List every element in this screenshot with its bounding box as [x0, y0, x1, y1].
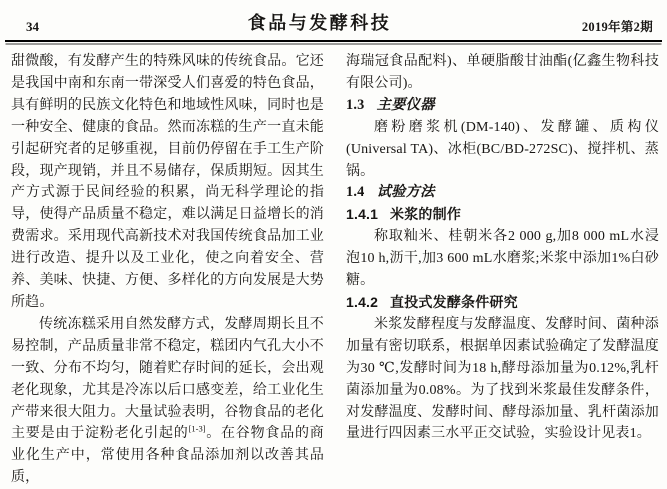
text-columns: [0, 42, 667, 489]
section-heading-1-4-2: [346, 292, 659, 314]
citation-ref: [1-3]: [188, 423, 206, 434]
section-title: 米浆的制作: [390, 206, 462, 223]
section-heading-1-4: [346, 182, 659, 204]
paragraph-text: 。在谷物食品的商业化生产中，常使用各种食品添加剂以改善其品质，: [11, 426, 324, 486]
section-title: 试验方法: [376, 184, 435, 201]
right-column: [346, 51, 659, 489]
section-number: 1.4: [346, 184, 365, 201]
paragraph: [11, 314, 324, 489]
section-heading-1-4-1: [346, 204, 659, 226]
section-heading-1-3: [346, 95, 659, 117]
section-number: 1.3: [346, 96, 365, 113]
paragraph: 磨粉磨浆机(DM-140)、发酵罐、质构仪(Universal TA)、冰柜(BC/BD-272SC)、搅拌机、蒸锅。: [346, 119, 659, 179]
paragraph: 称取籼米、桂朝米各2 000 g,加8 000 mL水浸泡10 h,沥干,加3 600 mL水磨浆;米浆中添加1%白砂糖。: [346, 229, 659, 289]
section-number: 1.4.2: [346, 293, 379, 310]
paragraph: 米浆发酵程度与发酵温度、发酵时间、菌种添加量有密切联系，根据单因素试验确定了发酵温度为30 ℃,发酵时间为18 h,酵母添加量为0.12%,乳杆菌添加量为0.08%。为了找到米浆最佳发酵条件，对发酵温度、发酵时间、酵母添加量、乳杆菌添加量进行四因素三水平正交试验，实验设计见表1。: [346, 316, 659, 442]
running-head: [0, 0, 667, 38]
paragraph-text: 传统冻糕采用自然发酵方式，发酵周期长且不易控制，产品质量非常不稳定，糕团内气孔大小不一致、分布不均匀，随着贮存时间的延长，会出观老化现象，尤其是冷冻以后口感变差，给工业化生产带来很大阻力。大量试验表明，谷物食品的老化主要是由于淀粉老化引起的: [11, 316, 324, 442]
paragraph-continuation: 海瑞冠食品配料)、单硬脂酸甘油酯(亿鑫生物科技有限公司)。: [346, 54, 659, 91]
journal-title: 食品与发酵科技: [247, 13, 392, 33]
section-number: 1.4.1: [346, 206, 379, 223]
issue-label: 2019年第2期: [581, 20, 653, 34]
section-title: 主要仪器: [376, 96, 435, 113]
section-title: 直投式发酵条件研究: [390, 293, 518, 310]
page-number: 34: [26, 19, 39, 34]
paragraph-continuation: 甜微酸，有发酵产生的特殊风味的传统食品。它还是我国中南和东南一带深受人们喜爱的特色食品，具有鲜明的民族文化特色和地域性风味，同时也是一种安全、健康的食品。然而冻糕的生产一直未能引起研究者的足够重视，目前仍停留在手工生产阶段，现产现销，并且不易储存，保质期短。因其生产方式源于民间经验的积累，尚无科学理论的指导，使得产品质量不稳定，难以满足日益增长的消费需求。采用现代高新技术对我国传统食品加工业进行改造、提升以及工业化，使之向着安全、营养、美味、快捷、方便、多样化的方向发展是大势所趋。: [11, 54, 324, 310]
left-column: [11, 51, 324, 489]
